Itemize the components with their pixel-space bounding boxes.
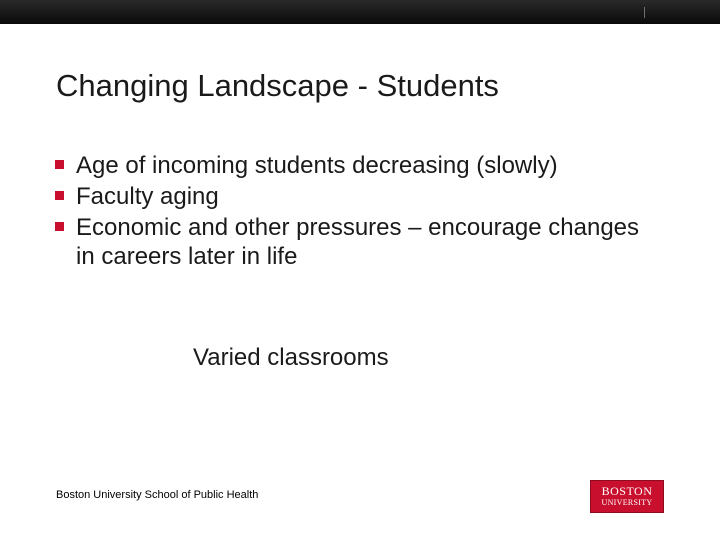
- bullet-text: Economic and other pressures – encourage changes in careers later in life: [76, 214, 640, 270]
- square-bullet-icon: [55, 160, 64, 169]
- top-bar: [0, 0, 720, 24]
- bullet-text: Age of incoming students decreasing (slowly): [76, 152, 558, 179]
- logo-line-2: UNIVERSITY: [601, 498, 653, 507]
- logo-line-1: BOSTON: [601, 484, 653, 498]
- bullet-item: [55, 182, 655, 211]
- bullet-item: [55, 213, 655, 271]
- bullet-list: [55, 151, 655, 273]
- bullet-item: [55, 151, 655, 180]
- square-bullet-icon: [55, 191, 64, 200]
- boston-university-logo: [590, 480, 664, 513]
- footer-institution: Boston University School of Public Health: [56, 489, 259, 501]
- square-bullet-icon: [55, 222, 64, 231]
- callout-text: Varied classrooms: [193, 344, 389, 371]
- top-bar-divider: [644, 7, 645, 18]
- slide-title: Changing Landscape - Students: [56, 68, 499, 103]
- bullet-text: Faculty aging: [76, 183, 219, 210]
